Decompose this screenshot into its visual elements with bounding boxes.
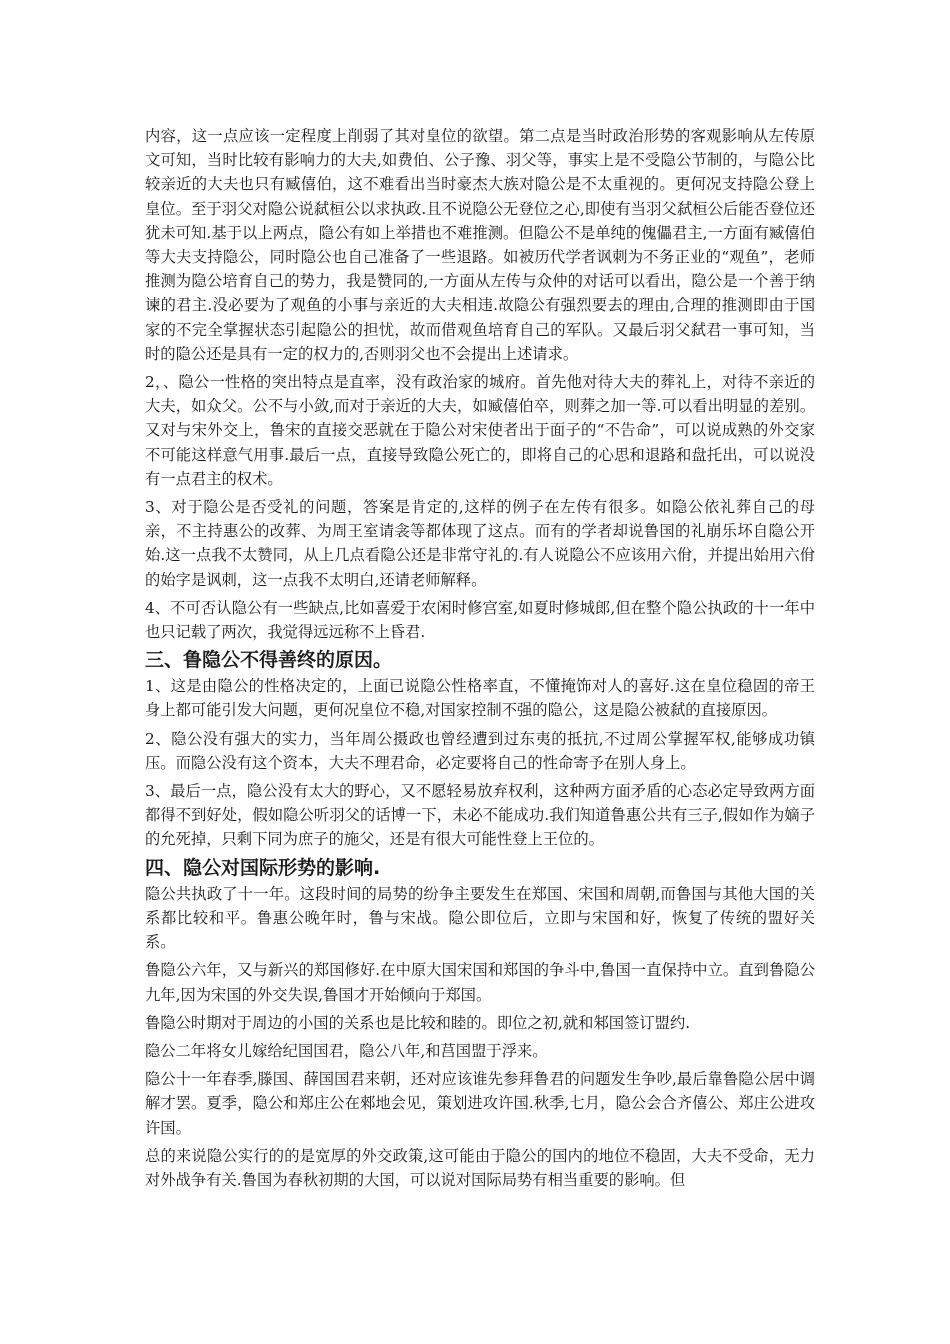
- paragraph-point-3: 3、对于隐公是否受礼的问题，答案是肯定的,这样的例子在左传有很多。如隐公依礼葬自己的母亲，不主持惠公的改葬、为周王室请衾等都体现了这点。而有的学者却说鲁国的礼崩乐坏自隐公开始.这一点我不太赞同，从上几点看隐公还是非常守礼的.有人说隐公不应该用六佾，并提出始用六佾的始字是讽刺，这一点我不太明白,还请老师解释。: [145, 498, 815, 589]
- paragraph-point-2: 2，、隐公一性格的突出特点是直率，没有政治家的城府。首先他对待大夫的葬礼上，对待不亲近的大夫，如众父。公不与小敛,而对于亲近的大夫，如臧僖伯卒，则葬之加一等.可以看出明显的差别。又对与宋外交上，鲁宋的直接交恶就在于隐公对宋使者出于面子的“不告命”，可以说成熟的外交家不可能这样意气用事.最后一点，直接导致隐公死亡的，即将自己的心思和退路和盘托出，可以说没有一点君主的权术。: [145, 373, 815, 488]
- paragraph-summary: 总的来说隐公实行的的是宽厚的外交政策,这可能由于隐公的国内的地位不稳固，大夫不受命，无力对外战争有关.鲁国为春秋初期的大国，可以说对国际局势有相当重要的影响。但: [145, 1146, 815, 1189]
- section-heading-3: 三、鲁隐公不得善终的原因。: [145, 649, 393, 672]
- paragraph-point-4: 4、不可否认隐公有一些缺点,比如喜爱于农闲时修宫室,如夏时修城郎,但在整个隐公执政的十一年中也只记载了两次，我觉得远远称不上昏君.: [145, 598, 815, 642]
- section-heading-4: 四、隐公对国际形势的影响.: [145, 856, 381, 879]
- paragraph-reason-2: 2、隐公没有强大的实力，当年周公摄政也曾经遭到过东夷的抵抗,不过周公掌握军权,能够成功镇压。而隐公没有这个资本，大夫不理君命，必定要将自己的性命寄予在别人身上。: [145, 729, 815, 772]
- paragraph-influence-2: 鲁隐公六年，又与新兴的郑国修好.在中原大国宋国和郑国的争斗中,鲁国一直保持中立。直到鲁隐公九年,因为宋国的外交失误,鲁国才开始倾向于郑国。: [145, 961, 815, 1004]
- paragraph-influence-1: 隐公共执政了十一年。这段时间的局势的纷争主要发生在郑国、宋国和周朝,而鲁国与其他大国的关系都比较和平。鲁惠公晚年时，鲁与宋战。隐公即位后，立即与宋国和好，恢复了传统的盟好关系。: [145, 884, 815, 952]
- document-page: [145, 124, 815, 1196]
- paragraph-reason-1: 1、这是由隐公的性格决定的，上面已说隐公性格率直，不懂掩饰对人的喜好.这在皇位稳固的帝王身上都可能引发大问题，更何况皇位不稳,对国家控制不强的隐公，这是隐公被弑的直接原因。: [145, 677, 815, 720]
- paragraph-influence-3: 鲁隐公时期对于周边的小国的关系也是比较和睦的。即位之初,就和邾国签订盟约.: [145, 1013, 691, 1032]
- paragraph-influence-5: 隐公十一年春季,滕国、薛国国君来朝，还对应该谁先参拜鲁君的问题发生争吵,最后靠鲁隐公居中调解才罢。夏季，隐公和郑庄公在郲地会见，策划进攻许国.秋季,七月，隐公会合齐僖公、郑庄公进攻许国。: [145, 1070, 815, 1137]
- paragraph-influence-4: 隐公二年将女儿嫁给纪国国君，隐公八年,和莒国盟于浮来。: [145, 1041, 548, 1060]
- paragraph-reason-3: 3、最后一点，隐公没有太大的野心，又不愿轻易放弃权利，这种两方面矛盾的心态必定导致两方面都得不到好处，假如隐公听羽父的话博一下，未必不能成功.我们知道鲁惠公共有三子,假如作为嫡子的允死掉，只剩下同为庶子的施父，还是有很大可能性登上王位的。: [145, 782, 815, 849]
- paragraph-intro: 内容，这一点应该一定程度上削弱了其对皇位的欲望。第二点是当时政治形势的客观影响从左传原文可知，当时比较有影响力的大夫,如费伯、公子豫、羽父等，事实上是不受隐公节制的，与隐公比较亲近的大夫也只有臧僖伯，这不难看出当时豪杰大族对隐公是不太重视的。更何况支持隐公登上皇位。至于羽父对隐公说弑桓公以求执政.且不说隐公无登位之心,即使有当羽父弑桓公后能否登位还犹未可知.基于以上两点，隐公有如上举措也不难推测。但隐公不是单纯的傀儡君主,一方面有臧僖伯等大夫支持隐公，同时隐公也自己准备了一些退路。如被历代学者讽刺为不务正业的“观鱼”，老师推测为隐公培育自己的势力，我是赞同的,一方面从左传与众仲的对话可以看出，隐公是一个善于纳谏的君主.没必要为了观鱼的小事与亲近的大夫相违.故隐公有强烈要去的理由,合理的推测即由于国家的不完全掌握状态引起隐公的担忧，故而借观鱼培育自己的军队。又最后羽父弑君一事可知，当时的隐公还是具有一定的权力的,否则羽父也不会提出上述请求。: [145, 127, 815, 363]
